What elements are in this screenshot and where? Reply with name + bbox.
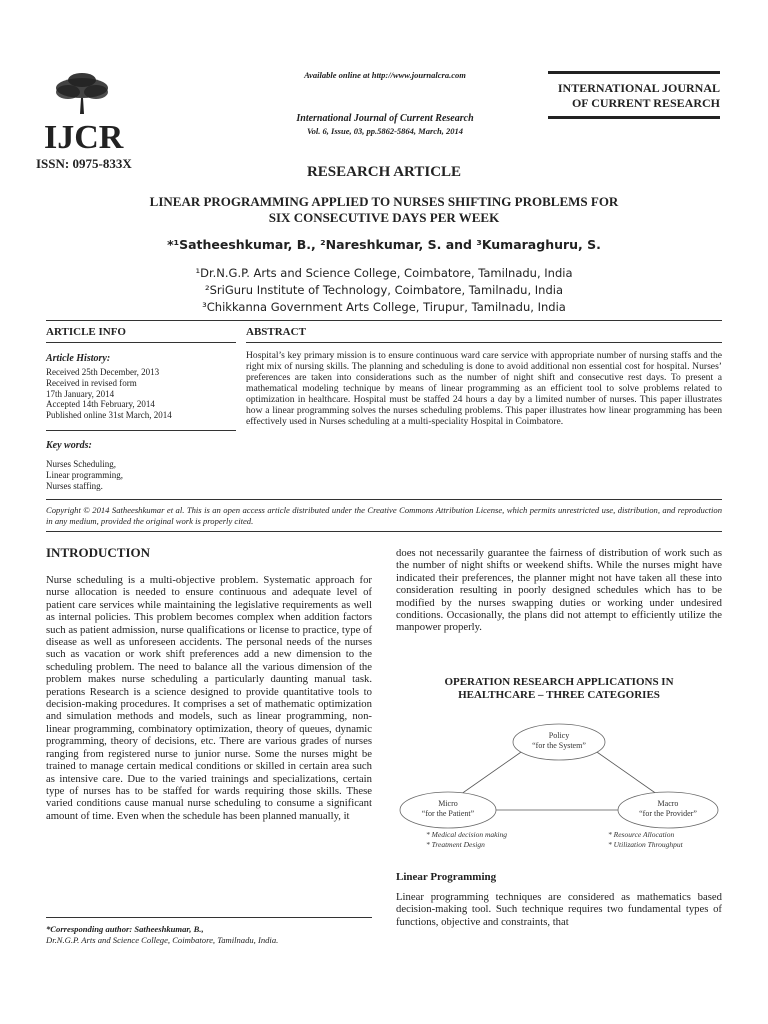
history-entry: Received in revised form bbox=[46, 377, 137, 388]
journal-issue: Vol. 6, Issue, 03, pp.5862-5864, March, 2014 bbox=[306, 126, 464, 136]
logo-text: IJCR bbox=[44, 119, 124, 154]
article-title bbox=[100, 194, 668, 226]
divider bbox=[246, 342, 722, 343]
policy-label: Policy bbox=[548, 731, 570, 740]
issn: ISSN: 0975-833X bbox=[36, 156, 132, 171]
divider bbox=[46, 531, 722, 532]
corresponding-author: *Corresponding author: Satheeshkumar, B., bbox=[46, 924, 204, 934]
macro-sublabel: “for the Provider” bbox=[639, 809, 697, 818]
linear-programming-heading: Linear Programming bbox=[396, 871, 497, 883]
available-online: Available online at http://www.journalcra.com bbox=[304, 70, 466, 80]
article-history-heading: Article History: bbox=[46, 353, 111, 364]
micro-bullet: * Medical decision making bbox=[426, 830, 508, 839]
keyword: Nurses staffing. bbox=[46, 480, 103, 491]
macro-bullet: * Resource Allocation bbox=[608, 830, 675, 839]
keywords-heading: Key words: bbox=[46, 440, 92, 451]
keywords bbox=[46, 459, 236, 491]
journal-citation bbox=[240, 113, 530, 137]
affiliations bbox=[60, 265, 708, 316]
journal-logo bbox=[34, 70, 130, 154]
article-info-heading: ARTICLE INFO bbox=[46, 326, 126, 338]
brand-line-1: INTERNATIONAL JOURNAL bbox=[557, 81, 720, 95]
history-entry: Received 25th December, 2013 bbox=[46, 367, 160, 377]
micro-sublabel: “for the Patient” bbox=[421, 809, 475, 818]
copyright-notice: Copyright © 2014 Satheeshkumar et al. This is an open access article distributed under the Creative Commons Attribution License, which permits unrestricted use, distribution, and reproduction in any medium, provided the original work is properly cited. bbox=[46, 505, 722, 526]
author-address: Dr.N.G.P. Arts and Science College, Coimbatore, Tamilnadu, India. bbox=[46, 935, 279, 945]
footnote bbox=[46, 924, 372, 946]
macro-label: Macro bbox=[657, 799, 679, 808]
figure-title bbox=[396, 676, 722, 702]
micro-bullet: * Treatment Design bbox=[426, 840, 485, 849]
affiliation: ²SriGuru Institute of Technology, Coimbatore, Tamilnadu, India bbox=[204, 283, 564, 297]
history-entry: Published online 31st March, 2014 bbox=[46, 410, 172, 421]
keyword: Nurses Scheduling, bbox=[46, 459, 116, 469]
macro-bullet: * Utilization Throughput bbox=[608, 840, 683, 849]
journal-brand bbox=[548, 81, 720, 111]
abstract-heading: ABSTRACT bbox=[246, 326, 306, 338]
divider bbox=[46, 499, 722, 500]
title-line-1: LINEAR PROGRAMMING APPLIED TO NURSES SHIFTING PROBLEMS FOR bbox=[149, 194, 619, 209]
affiliation: ¹Dr.N.G.P. Arts and Science College, Coimbatore, Tamilnadu, India bbox=[195, 266, 573, 280]
policy-sublabel: “for the System” bbox=[532, 741, 586, 750]
divider bbox=[46, 320, 722, 321]
introduction-text: Nurse scheduling is a multi-objective problem. Systematic approach for nurse allocation is needed to ensure continuous and adequate level of patient care services while maintaining the legislative requirements as well as internal policies. This problem becomes complex when addition factors such as patient admission, nurse qualifications or license to practice, type of disease as well as unforeseen accidents. The personal needs of the nurses such as vacation or work shift preferences add a new dimension to the scheduling problem. The need to balance all the various dimension of the problem makes nurse scheduling a particularly daunting manual task. perations Research is a science designed to provide quantitative tools to decision-making procedures. It comprises a set of mathematic optimization and simulation methods and models, such as linear programming, non-linear programming, combinatory optimization, theory of queues, dynamic programming, theory of decisions, etc. There are various grades of nurses ranging from registered nurse to junior nurse. Some the nurses might be trained to manage certain medical conditions or skilled in certain area such as intensive care. Due to the varied trainings and specializations, certain type of nurses has to be staffed for wards requiring those skills. These varied conditions cause manual nurse scheduling to consume a significant amount of time. Even when the schedule has been planned manually, it bbox=[46, 574, 372, 822]
brand-rule-top bbox=[548, 71, 720, 74]
title-line-2: SIX CONSECUTIVE DAYS PER WEEK bbox=[268, 210, 500, 225]
history-entry: 17th January, 2014 bbox=[46, 388, 115, 399]
figure-title-line-1: OPERATION RESEARCH APPLICATIONS IN bbox=[444, 676, 674, 688]
divider bbox=[46, 430, 236, 431]
introduction-continuation: does not necessarily guarantee the fairness of distribution of work such as the number of night shifts or weekend shifts. While the nurses might have indicated their preferences, the planner might not have taken all these into consideration resulting in poorly designed schedules which has to be modified by the nurses swapping duties or working under undesired conditions. Occasionally, the plans did not attempt to efficiently utilize the manpower properly. bbox=[396, 547, 722, 634]
figure-title-line-2: HEALTHCARE – THREE CATEGORIES bbox=[458, 689, 660, 701]
authors: *¹Satheeshkumar, B., ²Nareshkumar, S. and ³Kumaraghuru, S. bbox=[167, 237, 601, 252]
micro-label: Micro bbox=[438, 799, 458, 808]
footnote-rule bbox=[46, 917, 372, 918]
brand-line-2: OF CURRENT RESEARCH bbox=[571, 96, 720, 110]
journal-name: International Journal of Current Research bbox=[296, 113, 474, 124]
or-categories-diagram bbox=[396, 720, 722, 860]
linear-programming-text: Linear programming techniques are considered as mathematics based decision-making tool. Such technique requires two fundamental types of functions, objective and constraints, that bbox=[396, 891, 722, 928]
affiliation: ³Chikkanna Government Arts College, Tirupur, Tamilnadu, India bbox=[202, 300, 566, 314]
article-type: RESEARCH ARTICLE bbox=[306, 164, 462, 180]
article-history bbox=[46, 367, 236, 421]
introduction-heading: INTRODUCTION bbox=[46, 545, 151, 560]
divider bbox=[46, 342, 236, 343]
brand-rule-bottom bbox=[548, 116, 720, 119]
abstract-text: Hospital’s key primary mission is to ensure continuous ward care service with appropriate number of nursing staffs and the right mix of nursing skills. The planning and scheduling is done to avoid additional non essential cost for hospital. Nurses’ preferences are taken into considerations such as the number of night shift and consecutive rest days. To present a mathematical modeling technique by means of linear programming as an efficient tool to solve problems related to optimization in healthcare. Hospital must be staffed 24 hours a day by a limited number of nurses. This paper illustrates how a linear programming solves the nurses scheduling problems. This paper illustrates how linear programming has been effectively used in Nurses scheduling at a multi-speciality Hospital in Coimbatore. bbox=[246, 350, 722, 427]
history-entry: Accepted 14th February, 2014 bbox=[46, 399, 155, 410]
keyword: Linear programming, bbox=[46, 469, 123, 480]
